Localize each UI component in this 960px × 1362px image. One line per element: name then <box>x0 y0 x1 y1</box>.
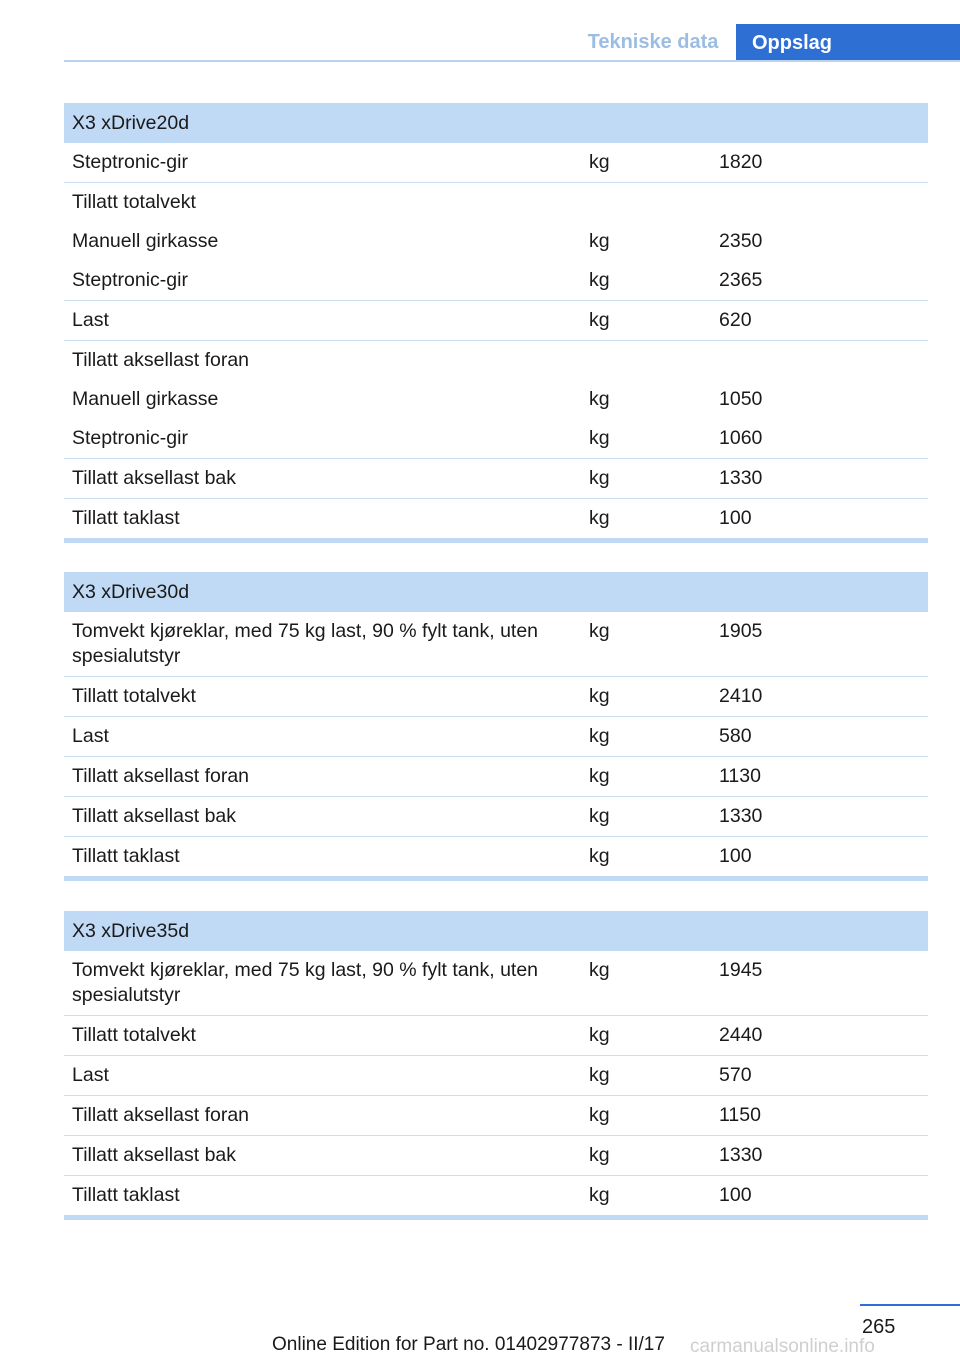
row-unit: kg <box>589 685 610 707</box>
table-bottom-rule <box>64 1215 928 1220</box>
tab-tekniske-data[interactable]: Tekniske data <box>587 31 719 53</box>
row-label: Steptronic-gir <box>72 427 188 449</box>
table-row <box>64 341 928 380</box>
row-unit: kg <box>589 388 610 410</box>
row-value: 2440 <box>719 1024 763 1046</box>
table-row <box>64 1016 928 1056</box>
table-row <box>64 677 928 717</box>
row-value: 2350 <box>719 230 763 252</box>
table-row <box>64 1136 928 1176</box>
table-row <box>64 261 928 301</box>
row-value: 1820 <box>719 151 763 173</box>
row-value: 1330 <box>719 805 763 827</box>
row-unit: kg <box>589 845 610 867</box>
table-row <box>64 797 928 837</box>
row-label: Tillatt aksellast foran <box>72 1104 250 1126</box>
row-label: Tillatt totalvekt <box>72 191 196 213</box>
row-label: Tomvekt kjøreklar, med 75 kg last, 90 % fylt tank, uten spesialutstyr <box>72 620 539 667</box>
row-label: Tillatt totalvekt <box>72 1024 196 1046</box>
row-label: Tillatt aksellast foran <box>72 349 250 371</box>
row-label: Tomvekt kjøreklar, med 75 kg last, 90 % fylt tank, uten spesialutstyr <box>72 959 539 1006</box>
row-unit: kg <box>589 1144 610 1166</box>
row-unit: kg <box>589 309 610 331</box>
row-label: Last <box>72 725 109 747</box>
row-value: 2410 <box>719 685 763 707</box>
row-value: 100 <box>719 845 752 867</box>
row-unit: kg <box>589 1064 610 1086</box>
row-label: Tillatt aksellast bak <box>72 467 237 489</box>
row-value: 580 <box>719 725 752 747</box>
row-unit: kg <box>589 151 610 173</box>
row-unit: kg <box>589 467 610 489</box>
row-value: 100 <box>719 507 752 529</box>
table-title: X3 xDrive35d <box>64 911 928 951</box>
table-row <box>64 183 928 222</box>
row-value: 1905 <box>719 620 763 642</box>
row-value: 100 <box>719 1184 752 1206</box>
row-value: 1060 <box>719 427 763 449</box>
row-value: 1330 <box>719 467 763 489</box>
row-label: Steptronic-gir <box>72 151 188 173</box>
row-unit: kg <box>589 427 610 449</box>
header-divider <box>64 60 960 62</box>
row-unit: kg <box>589 507 610 529</box>
table-row <box>64 757 928 797</box>
page-number: 265 <box>862 1316 896 1338</box>
row-value: 570 <box>719 1064 752 1086</box>
row-value: 1050 <box>719 388 763 410</box>
row-label: Tillatt taklast <box>72 507 180 529</box>
table-row <box>64 612 928 677</box>
row-label: Tillatt aksellast bak <box>72 1144 237 1166</box>
table-x3-xdrive30d <box>64 572 928 881</box>
table-row <box>64 301 928 341</box>
row-value: 620 <box>719 309 752 331</box>
table-row <box>64 459 928 499</box>
row-label: Tillatt taklast <box>72 1184 180 1206</box>
row-label: Tillatt taklast <box>72 845 180 867</box>
row-unit: kg <box>589 805 610 827</box>
edition-note: Online Edition for Part no. 01402977873 - II/17 <box>272 1334 665 1355</box>
table-row <box>64 143 928 183</box>
page-header <box>0 0 960 64</box>
row-unit: kg <box>589 1104 610 1126</box>
watermark: carmanualsonline.info <box>690 1336 875 1357</box>
row-label: Steptronic-gir <box>72 269 188 291</box>
footer-rule <box>860 1304 960 1306</box>
table-row <box>64 1056 928 1096</box>
row-unit: kg <box>589 620 610 642</box>
row-label: Tillatt aksellast bak <box>72 805 237 827</box>
row-label: Manuell girkasse <box>72 230 219 252</box>
row-value: 1945 <box>719 959 763 981</box>
row-value: 1330 <box>719 1144 763 1166</box>
row-value: 1130 <box>719 765 761 787</box>
row-unit: kg <box>589 269 610 291</box>
row-label: Tillatt totalvekt <box>72 685 196 707</box>
table-row <box>64 419 928 459</box>
table-title: X3 xDrive30d <box>64 572 928 612</box>
row-unit: kg <box>589 765 610 787</box>
row-label: Last <box>72 309 109 331</box>
table-title: X3 xDrive20d <box>64 103 928 143</box>
table-bottom-rule <box>64 538 928 543</box>
row-unit: kg <box>589 230 610 252</box>
table-row <box>64 380 928 419</box>
table-row <box>64 717 928 757</box>
table-row <box>64 951 928 1016</box>
row-label: Last <box>72 1064 109 1086</box>
table-bottom-rule <box>64 876 928 881</box>
table-x3-xdrive20d <box>64 103 928 543</box>
row-unit: kg <box>589 959 610 981</box>
tab-oppslag[interactable]: Oppslag <box>736 24 960 62</box>
row-value: 2365 <box>719 269 763 291</box>
table-row <box>64 499 928 538</box>
table-row <box>64 222 928 261</box>
table-row <box>64 837 928 876</box>
row-unit: kg <box>589 1024 610 1046</box>
row-label: Manuell girkasse <box>72 388 219 410</box>
row-label: Tillatt aksellast foran <box>72 765 250 787</box>
row-unit: kg <box>589 1184 610 1206</box>
table-row <box>64 1096 928 1136</box>
table-x3-xdrive35d <box>64 911 928 1220</box>
row-unit: kg <box>589 725 610 747</box>
row-value: 1150 <box>719 1104 761 1126</box>
table-row <box>64 1176 928 1215</box>
